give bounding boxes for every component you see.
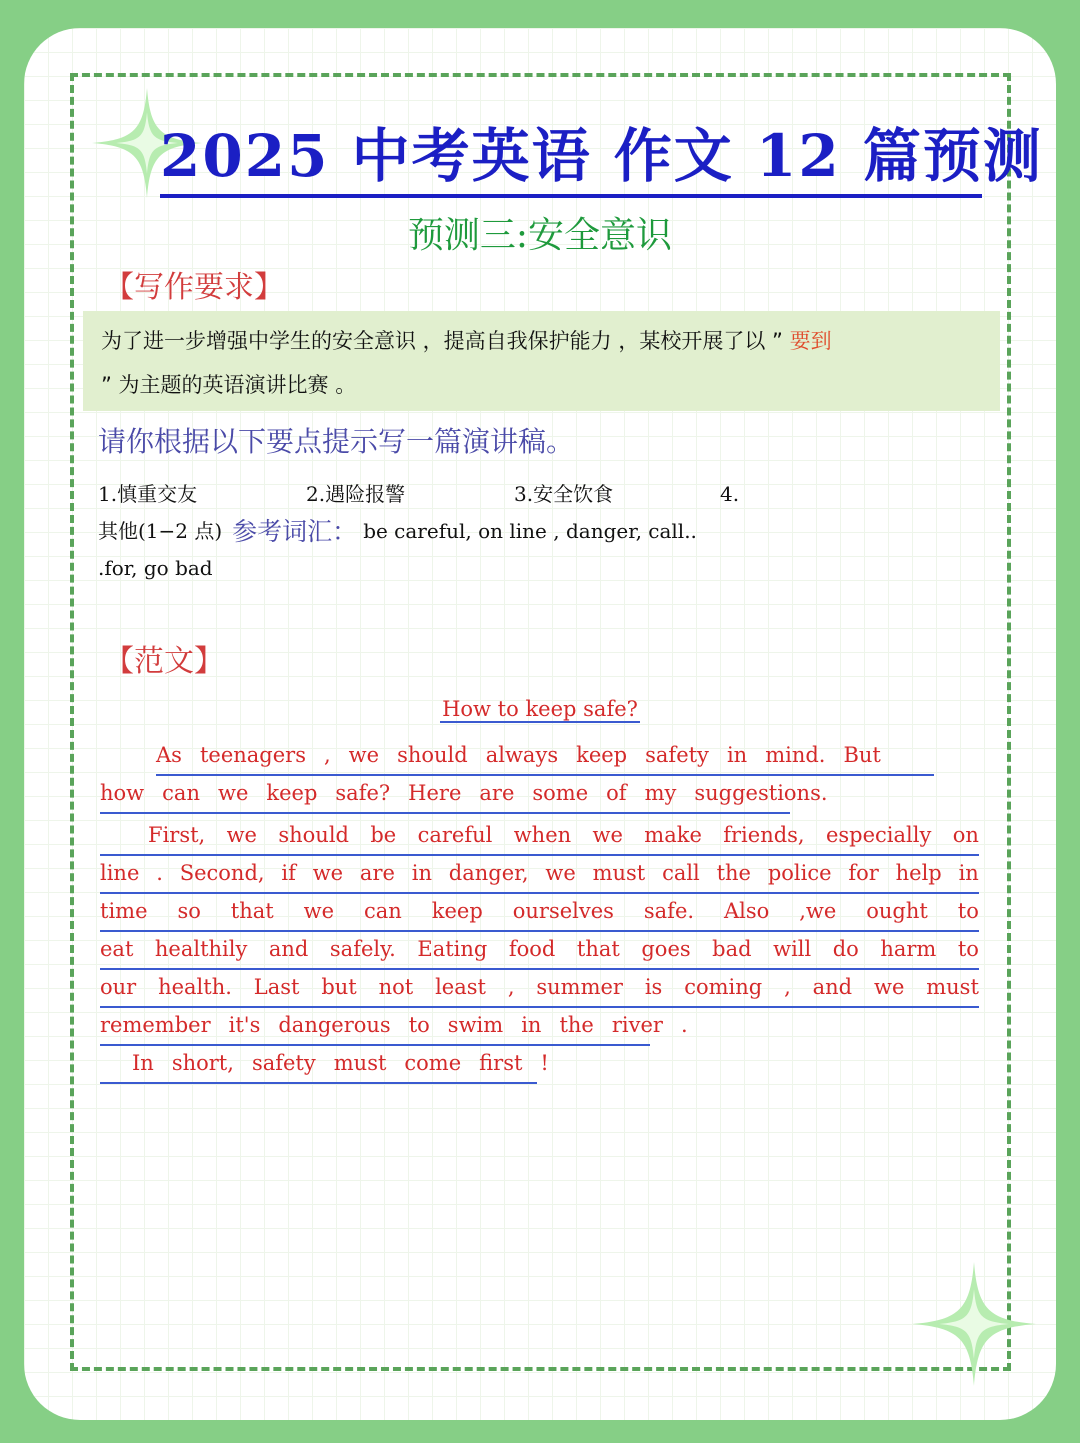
essay-word: safe?	[335, 781, 391, 805]
essay-word: harm	[880, 937, 937, 961]
essay-word: for	[848, 861, 879, 885]
requirement-line-1	[101, 319, 980, 363]
essay-word: that	[576, 937, 620, 961]
essay-word: summer	[536, 975, 623, 999]
essay-word: In	[132, 1051, 154, 1075]
sample-label: 【范文】	[104, 644, 224, 679]
requirement-label: 【写作要求】	[104, 270, 284, 305]
vocab-words: be careful, on line , danger, call..	[363, 519, 697, 543]
essay-word: it's	[228, 1013, 261, 1037]
essay-word: first	[479, 1051, 523, 1075]
vocab-words-cont: .for, go bad	[98, 556, 213, 580]
essay-word: must	[333, 1051, 387, 1075]
essay-word: safety	[251, 1051, 316, 1075]
essay-word: and	[812, 975, 853, 999]
essay-word: especially	[825, 823, 932, 847]
essay-word: we	[226, 823, 257, 847]
essay-word: Eating	[417, 937, 488, 961]
essay-word: bad	[712, 937, 752, 961]
essay-word: goes	[641, 937, 691, 961]
essay-word: in	[521, 1013, 542, 1037]
requirement-text: 为了进一步增强中学生的安全意识 ，提高自我保护能力 ，某校开展了以 ”	[101, 329, 783, 353]
essay-word: But	[843, 743, 881, 767]
essay-word: First,	[148, 823, 206, 847]
essay-title-text: How to keep safe?	[442, 697, 638, 721]
requirement-box	[83, 311, 1000, 411]
essay-word: ourselves	[512, 899, 614, 923]
essay-word: should	[278, 823, 349, 847]
essay-word: the	[716, 861, 751, 885]
writing-prompt: 请你根据以下要点提示写一篇演讲稿。	[98, 425, 575, 458]
essay-line	[100, 856, 979, 894]
essay-word: Here	[408, 781, 462, 805]
essay-word: we	[545, 861, 576, 885]
essay-word: help	[895, 861, 942, 885]
essay-word: so	[177, 899, 201, 923]
essay-word: dangerous	[278, 1013, 391, 1037]
essay-word: can	[162, 781, 200, 805]
essay-line	[100, 970, 979, 1008]
essay-word: to	[957, 937, 979, 961]
essay-word: Also	[724, 899, 770, 923]
essay-word: Last	[253, 975, 300, 999]
essay-word: when	[513, 823, 572, 847]
page-subtitle: 预测三:安全意识	[407, 215, 673, 256]
essay-word: in	[411, 861, 432, 885]
essay-word: that	[230, 899, 274, 923]
key-points	[98, 476, 798, 587]
essay-title	[0, 692, 1080, 726]
points-row	[98, 550, 798, 587]
essay-word: we	[873, 975, 905, 999]
essay-line	[100, 932, 979, 970]
essay-word: !	[540, 1051, 549, 1075]
essay-word: friends,	[723, 823, 805, 847]
requirement-line-2: ” 为主题的英语演讲比赛 。	[101, 373, 357, 397]
essay-word: As	[156, 743, 182, 767]
essay-word: must	[926, 975, 979, 999]
essay-paragraph-1	[100, 738, 979, 814]
essay-word: Second,	[179, 861, 265, 885]
point-1: 1.慎重交友	[98, 482, 198, 506]
essay-word: ,we	[799, 899, 837, 923]
essay-word: we	[348, 743, 380, 767]
essay-word: in	[726, 743, 748, 767]
essay-word: call	[662, 861, 700, 885]
essay-word: if	[281, 861, 296, 885]
essay-word: to	[957, 899, 979, 923]
vocab-label: 参考词汇：	[232, 517, 358, 546]
essay-word: food	[508, 937, 556, 961]
essay-paragraph-2	[100, 818, 979, 1046]
point-4-content: 其他(1−2 点)	[98, 519, 223, 543]
essay-line	[100, 1046, 549, 1084]
essay-word: ,	[507, 975, 515, 999]
point-4: 4.	[720, 482, 740, 506]
sparkle-icon	[912, 1262, 1036, 1386]
essay-word: safety	[645, 743, 709, 767]
essay-word: how	[100, 781, 145, 805]
essay-line	[100, 894, 979, 932]
point-2: 2.遇险报警	[306, 482, 406, 506]
essay-word: are	[359, 861, 395, 885]
essay-word: must	[592, 861, 646, 885]
essay-word: police	[767, 861, 832, 885]
point-3: 3.安全饮食	[514, 482, 614, 506]
essay-word: is	[644, 975, 663, 999]
essay-word: eat	[100, 937, 134, 961]
essay-word: not	[378, 975, 414, 999]
essay-word: come	[404, 1051, 462, 1075]
requirement-highlight: 要到	[789, 329, 832, 353]
essay-word: and	[268, 937, 309, 961]
essay-word: we	[303, 899, 335, 923]
essay-word: coming	[684, 975, 763, 999]
points-row	[98, 476, 798, 513]
essay-word: be	[370, 823, 397, 847]
essay-word: river	[611, 1013, 663, 1037]
essay-word: are	[479, 781, 515, 805]
essay-word: suggestions.	[694, 781, 828, 805]
essay-word: health.	[158, 975, 232, 999]
essay-word: do	[832, 937, 859, 961]
essay-word: safe.	[643, 899, 695, 923]
essay-word: safely.	[329, 937, 396, 961]
essay-paragraph-3	[100, 1046, 979, 1084]
essay-word: swim	[447, 1013, 504, 1037]
essay-line	[156, 738, 934, 776]
essay-line	[100, 776, 828, 814]
essay-word: line	[100, 861, 140, 885]
page-title: 2025 中考英语 作文 12 篇预测	[160, 118, 982, 198]
essay-line	[100, 1008, 688, 1046]
essay-word: we	[217, 781, 249, 805]
essay-word: time	[100, 899, 148, 923]
essay-word: ought	[866, 899, 928, 923]
essay-word: can	[364, 899, 402, 923]
essay-word: healthily	[154, 937, 248, 961]
essay-word: ,	[323, 743, 331, 767]
essay-word: keep	[266, 781, 318, 805]
essay-word: our	[100, 975, 137, 999]
essay-word: in	[958, 861, 979, 885]
essay-word: make	[644, 823, 702, 847]
essay-word: keep	[576, 743, 628, 767]
essay-word: we	[312, 861, 344, 885]
essay-word: the	[559, 1013, 594, 1037]
essay-word: but	[321, 975, 357, 999]
essay-word: teenagers	[199, 743, 306, 767]
essay-word: .	[156, 861, 163, 885]
essay-word: should	[397, 743, 468, 767]
essay-word: of	[606, 781, 627, 805]
essay-word: some	[532, 781, 589, 805]
essay-word: remember	[100, 1013, 211, 1037]
essay-line	[100, 818, 979, 856]
essay-word: danger,	[448, 861, 529, 885]
points-row	[98, 513, 798, 550]
essay-word: always	[485, 743, 559, 767]
essay-word: least	[435, 975, 486, 999]
essay-word: we	[592, 823, 623, 847]
essay-word: will	[773, 937, 812, 961]
essay-word: short,	[171, 1051, 234, 1075]
essay-word: my	[644, 781, 677, 805]
essay-word: ,	[784, 975, 791, 999]
essay-word: .	[680, 1013, 688, 1037]
essay-word: mind.	[765, 743, 826, 767]
essay-word: keep	[431, 899, 483, 923]
essay-word: on	[952, 823, 979, 847]
essay-word: careful	[417, 823, 493, 847]
essay-word: to	[408, 1013, 430, 1037]
